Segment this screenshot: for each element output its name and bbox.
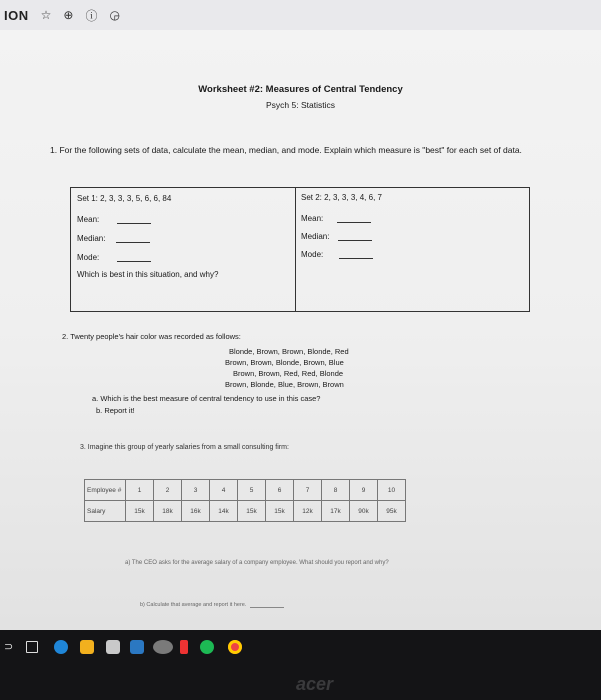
hair-line: Brown, Brown, Red, Red, Blonde xyxy=(233,369,344,378)
box-divider xyxy=(295,188,296,311)
salary-cell: 12k xyxy=(294,501,322,522)
set-1-mode-blank[interactable] xyxy=(117,260,151,262)
set-2-median-label: Median: xyxy=(301,232,330,241)
question-3b-blank[interactable] xyxy=(250,606,284,608)
hair-line: Brown, Brown, Blonde, Brown, Blue xyxy=(225,358,344,367)
set-2-mode-blank[interactable] xyxy=(339,257,373,259)
set-1-mean-blank[interactable] xyxy=(117,222,151,224)
question-1-prompt: 1. For the following sets of data, calculate the mean, median, and mode. Explain which measure is "best" for each set of data. xyxy=(50,145,522,155)
hair-color-data xyxy=(225,346,415,390)
salary-cell: 17k xyxy=(322,501,350,522)
info-icon[interactable]: ⓘ xyxy=(85,8,98,23)
office-icon[interactable] xyxy=(180,640,188,654)
laptop-brand-logo: acer xyxy=(296,674,334,694)
chrome-icon[interactable] xyxy=(228,640,242,654)
spotify-icon[interactable] xyxy=(200,640,214,654)
set-1-label: Set 1: xyxy=(77,194,98,203)
set-1-mode-row xyxy=(77,253,151,262)
employee-cell: 5 xyxy=(238,480,266,501)
salary-cell: 15k xyxy=(126,501,154,522)
salary-cell: 90k xyxy=(350,501,378,522)
employee-cell: 8 xyxy=(322,480,350,501)
employee-cell: 2 xyxy=(154,480,182,501)
worksheet-title: Worksheet #2: Measures of Central Tendency xyxy=(198,84,403,95)
star-icon[interactable]: ☆ xyxy=(40,8,52,22)
set-2-mode-label: Mode: xyxy=(301,250,324,259)
tab-title-fragment[interactable]: ION xyxy=(4,7,29,23)
set-2-mean-label: Mean: xyxy=(301,214,324,223)
extension-icon[interactable]: ⊕ xyxy=(63,8,74,22)
file-explorer-icon[interactable] xyxy=(80,640,94,654)
salary-header: Salary xyxy=(85,501,126,522)
edge-browser-icon[interactable] xyxy=(54,640,68,654)
set-2-mean-row xyxy=(301,214,371,223)
question-2-prompt: 2. Twenty people's hair color was recorded as follows: xyxy=(62,332,241,341)
set-1-mean-label: Mean: xyxy=(77,215,100,224)
set-1-mode-label: Mode: xyxy=(77,253,100,262)
salary-cell: 16k xyxy=(182,501,210,522)
set-2-mode-row xyxy=(301,250,373,259)
question-3-prompt: 3. Imagine this group of yearly salaries from a small consulting firm: xyxy=(80,444,289,451)
employee-cell: 3 xyxy=(182,480,210,501)
set-1-median-row xyxy=(77,234,150,243)
task-view-icon[interactable] xyxy=(26,641,38,653)
salary-cell: 14k xyxy=(210,501,238,522)
mail-icon[interactable] xyxy=(130,640,144,654)
employee-cell: 6 xyxy=(266,480,294,501)
set-1-mean-row xyxy=(77,215,151,224)
set-1-values: 2, 3, 3, 3, 5, 6, 6, 84 xyxy=(100,194,172,203)
question-2b: b. Report it! xyxy=(96,406,135,415)
salary-cell: 15k xyxy=(266,501,294,522)
set-1-median-label: Median: xyxy=(77,234,106,243)
employee-cell: 4 xyxy=(210,480,238,501)
question-2-parts xyxy=(92,393,320,417)
employee-header: Employee # xyxy=(85,480,126,501)
back-icon[interactable]: ⊃ xyxy=(4,641,14,653)
question-3a: a) The CEO asks for the average salary of a company employee. What should you report and why? xyxy=(125,560,389,566)
table-row xyxy=(85,501,406,522)
employee-cell: 1 xyxy=(126,480,154,501)
employee-cell: 7 xyxy=(294,480,322,501)
set-2-median-row xyxy=(301,232,372,241)
browser-toolbar xyxy=(0,0,601,30)
question-1-answer-box xyxy=(70,187,530,312)
set-2-label: Set 2: xyxy=(301,193,322,202)
set-1-which-best: Which is best in this situation, and why? xyxy=(77,270,219,279)
employee-cell: 9 xyxy=(350,480,378,501)
question-3b-text: b) Calculate that average and report it here. xyxy=(140,602,247,608)
salary-table xyxy=(84,479,406,522)
taskbar xyxy=(0,630,601,700)
set-2-header xyxy=(301,193,382,202)
employee-cell: 10 xyxy=(378,480,406,501)
worksheet-subtitle: Psych 5: Statistics xyxy=(266,100,335,110)
hair-line: Blonde, Brown, Brown, Blonde, Red xyxy=(229,347,349,356)
document-page xyxy=(0,30,601,630)
question-3b xyxy=(140,602,284,608)
salary-cell: 15k xyxy=(238,501,266,522)
app-icon[interactable] xyxy=(153,640,173,654)
hair-line: Brown, Blonde, Blue, Brown, Brown xyxy=(225,380,344,389)
table-row xyxy=(85,480,406,501)
store-icon[interactable] xyxy=(106,640,120,654)
set-1-header xyxy=(77,194,171,203)
question-2a: a. Which is the best measure of central tendency to use in this case? xyxy=(92,394,321,403)
set-2-values: 2, 3, 3, 3, 4, 6, 7 xyxy=(324,193,382,202)
set-2-mean-blank[interactable] xyxy=(337,221,371,223)
salary-cell: 18k xyxy=(154,501,182,522)
salary-cell: 95k xyxy=(378,501,406,522)
set-1-median-blank[interactable] xyxy=(116,241,150,243)
sync-icon[interactable]: ◶ xyxy=(109,8,120,22)
set-2-median-blank[interactable] xyxy=(338,239,372,241)
